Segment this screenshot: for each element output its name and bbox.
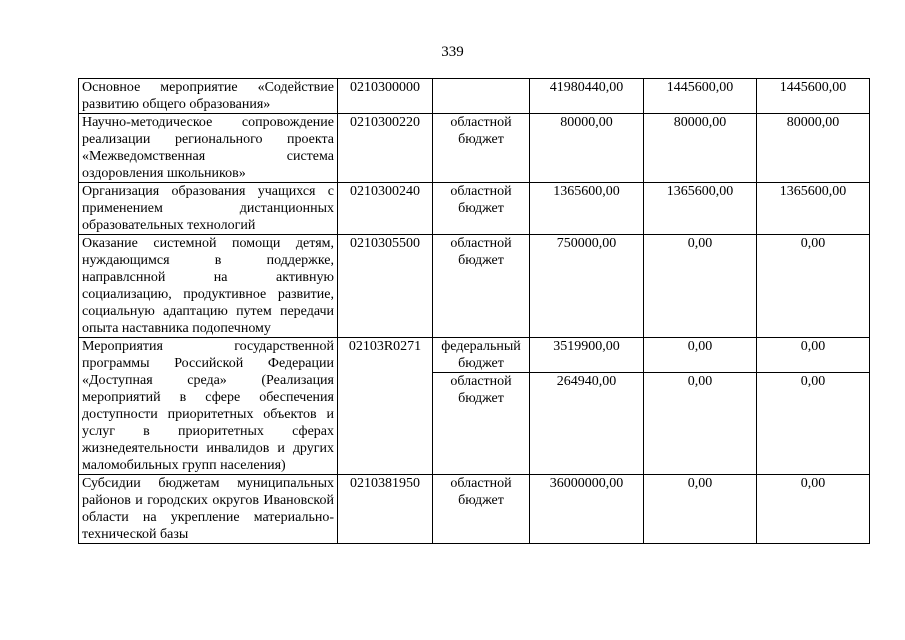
table-row: [79, 235, 870, 338]
row-year2-cell: 0,00: [644, 373, 757, 475]
row-name-cell: Организация образования учащихся с применением дистанционных образовательных технологий: [79, 183, 338, 235]
row-year3-cell: 0,00: [757, 338, 870, 373]
row-code-cell: 0210381950: [338, 475, 433, 544]
row-name-cell: Оказание системной помощи детям, нуждающимся в поддержке, направлснной на активную социализацию, продуктивное развитие, социальную адаптацию путем передачи опыта наставника подопечному: [79, 235, 338, 338]
row-name-cell: Мероприятия государственной программы Российской Федерации «Доступная среда» (Реализация мероприятий в сфере обеспечения доступности приоритетных объектов и услуг в приоритетных сферах жизнедеятельности инвалидов и других маломобильных групп населения): [79, 338, 338, 475]
page-number: 339: [441, 44, 464, 60]
row-year1-cell: 41980440,00: [530, 79, 644, 114]
row-source-cell: областной бюджет: [433, 475, 530, 544]
row-year3-cell: 80000,00: [757, 114, 870, 183]
row-year2-cell: 0,00: [644, 338, 757, 373]
row-year3-cell: 1445600,00: [757, 79, 870, 114]
table-row: [79, 79, 870, 114]
row-year1-cell: 80000,00: [530, 114, 644, 183]
table-row: [79, 183, 870, 235]
row-year1-cell: 3519900,00: [530, 338, 644, 373]
row-code-cell: 02103R0271: [338, 338, 433, 475]
row-year3-cell: 0,00: [757, 235, 870, 338]
row-name-cell: Научно-методическое сопровождение реализации регионального проекта «Межведомственная система оздоровления школьников»: [79, 114, 338, 183]
budget-table: [78, 78, 870, 544]
table-row: [79, 338, 870, 373]
row-code-cell: 0210300240: [338, 183, 433, 235]
row-year3-cell: 1365600,00: [757, 183, 870, 235]
row-name-cell: Основное мероприятие «Содействие развитию общего образования»: [79, 79, 338, 114]
table-row: [79, 475, 870, 544]
row-year3-cell: 0,00: [757, 373, 870, 475]
row-code-cell: 0210305500: [338, 235, 433, 338]
row-year1-cell: 750000,00: [530, 235, 644, 338]
row-year1-cell: 1365600,00: [530, 183, 644, 235]
row-year2-cell: 0,00: [644, 475, 757, 544]
row-year1-cell: 36000000,00: [530, 475, 644, 544]
row-source-cell: областной бюджет: [433, 183, 530, 235]
row-code-cell: 0210300000: [338, 79, 433, 114]
row-source-cell: [433, 79, 530, 114]
row-year2-cell: 1445600,00: [644, 79, 757, 114]
row-year2-cell: 1365600,00: [644, 183, 757, 235]
row-code-cell: 0210300220: [338, 114, 433, 183]
row-source-cell: областной бюджет: [433, 235, 530, 338]
table-row: [79, 114, 870, 183]
row-source-cell: областной бюджет: [433, 114, 530, 183]
row-year3-cell: 0,00: [757, 475, 870, 544]
row-source-cell: областной бюджет: [433, 373, 530, 475]
row-source-cell: федеральный бюджет: [433, 338, 530, 373]
row-name-cell: Субсидии бюджетам муниципальных районов и городских округов Ивановской области на укрепление материально-технической базы: [79, 475, 338, 544]
row-year2-cell: 80000,00: [644, 114, 757, 183]
row-year2-cell: 0,00: [644, 235, 757, 338]
row-year1-cell: 264940,00: [530, 373, 644, 475]
